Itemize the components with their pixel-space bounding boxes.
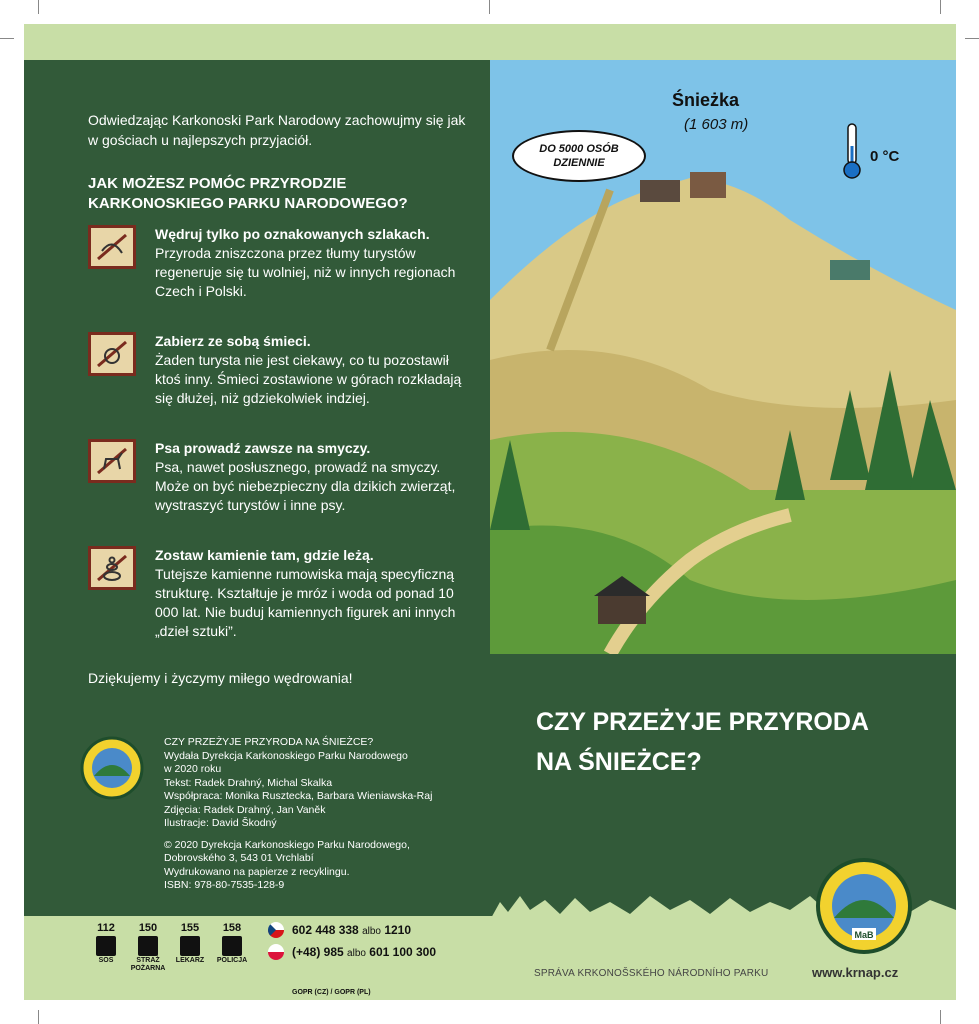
tip-title: Wędruj tylko po oznakowanych szlakach. xyxy=(155,226,430,242)
tip-title: Psa prowadź zawsze na smyczy. xyxy=(155,440,371,456)
crop-mark xyxy=(965,38,979,39)
main-title xyxy=(536,702,869,782)
copyright-line: ISBN: 978-80-7535-128-9 xyxy=(164,879,285,891)
crop-mark xyxy=(940,1010,941,1024)
park-logo-small xyxy=(80,736,144,800)
sos-person-icon xyxy=(96,936,116,956)
credit-line: Wydała Dyrekcja Karkonoskiego Parku Narodowego xyxy=(164,749,408,762)
phone-pl-number: (+48) 985 xyxy=(292,945,344,959)
emergency-label: STRAŻ POŻARNA xyxy=(130,957,166,972)
polish-flag-icon xyxy=(268,944,284,960)
credits-block xyxy=(164,736,464,893)
fire-icon xyxy=(138,936,158,956)
copyright-line: Dobrovského 3, 543 01 Vrchlabí xyxy=(164,852,314,864)
medical-cross-icon xyxy=(180,936,200,956)
emergency-medical xyxy=(168,922,212,965)
credit-line: Ilustracje: David Škodný xyxy=(164,817,277,829)
czech-flag-icon xyxy=(268,922,284,938)
emergency-number: 112 xyxy=(97,922,115,934)
phone-pl-alt: 601 100 300 xyxy=(369,945,437,959)
crop-mark xyxy=(940,0,941,14)
emergency-number: 158 xyxy=(222,922,242,934)
emergency-police xyxy=(210,922,254,965)
police-badge-icon xyxy=(222,936,242,956)
speech-bubble: DO 5000 OSÓB DZIENNIE xyxy=(512,130,646,182)
peak-height: (1 603 m) xyxy=(684,116,749,133)
credit-line: Tekst: Radek Drahný, Michal Skalka xyxy=(164,776,333,789)
website-link[interactable]: www.krnap.cz xyxy=(812,965,899,980)
emergency-number: 150 xyxy=(138,922,158,934)
help-heading: JAK MOŻESZ POMÓC PRZYRODZIE KARKONOSKIEGO PARKU NARODOWEGO? xyxy=(88,175,408,212)
tip-body: Przyroda zniszczona przez tłumy turystów regeneruje się tu wolniej, niż w innych regionach Czech i Polski. xyxy=(155,245,456,299)
phone-cz-number: 602 448 338 xyxy=(292,923,359,937)
no-offtrail-icon xyxy=(88,225,136,269)
credit-line: CZY PRZEŻYJE PRZYRODA NA ŚNIEŻCE? xyxy=(164,736,374,748)
tip-body: Tutejsze kamienne rumowiska mają specyficzną strukturę. Kształtuje je mróz i woda od ponad 10 000 lat. Nie buduj kamiennych figurek ani innych „dzieł sztuki”. xyxy=(155,566,456,639)
brochure-page xyxy=(24,24,956,1000)
crop-mark xyxy=(0,38,14,39)
phone-cz xyxy=(292,923,411,937)
emergency-fire xyxy=(126,922,170,973)
thermometer-icon xyxy=(842,122,862,182)
albo-text: albo xyxy=(362,926,381,937)
agency-name: SPRÁVA KRKONOŠSKÉHO NÁRODNÍHO PARKU xyxy=(534,968,769,979)
no-stone-stacking-icon xyxy=(88,546,136,590)
park-logo-large xyxy=(816,858,912,954)
emergency-number: 155 xyxy=(180,922,200,934)
main-title-line1: CZY PRZEŻYJE PRZYRODA xyxy=(536,708,869,736)
emergency-label: LEKARZ xyxy=(175,957,205,964)
no-litter-icon xyxy=(88,332,136,376)
credit-line: w 2020 roku xyxy=(164,763,222,775)
temperature-label: 0 °C xyxy=(870,148,900,165)
emergency-label: SOS xyxy=(98,957,114,964)
peak-name: Śnieżka xyxy=(672,90,740,110)
emergency-label: POLICJA xyxy=(216,957,248,964)
albo-text: albo xyxy=(347,948,366,959)
tip-body: Żaden turysta nie jest ciekawy, co tu pozostawił ktoś inny. Śmieci zostawione w górach rozkładają się dłużej, niż gdziekolwiek indziej. xyxy=(155,352,462,406)
crop-mark xyxy=(38,1010,39,1024)
phone-cz-alt: 1210 xyxy=(384,923,412,937)
phone-pl xyxy=(292,945,436,959)
thanks-text: Dziękujemy i życzymy miłego wędrowania! xyxy=(88,670,353,686)
crop-mark xyxy=(489,0,490,14)
copyright-line: Wydrukowano na papierze z recyklingu. xyxy=(164,865,350,878)
logo-mab-text: MaB xyxy=(854,930,874,940)
tip-body: Psa, nawet posłusznego, prowadź na smyczy. Może on być niebezpieczny dla dzikich zwierząt, wystraszyć turystów i inne psy. xyxy=(155,459,456,513)
credit-line: Zdjęcia: Radek Drahný, Jan Vaněk xyxy=(164,803,326,816)
copyright-line: © 2020 Dyrekcja Karkonoskiego Parku Narodowego, xyxy=(164,838,410,851)
emergency-sos xyxy=(84,922,128,965)
main-title-line2: NA ŚNIEŻCE? xyxy=(536,748,702,776)
tip-title: Zabierz ze sobą śmieci. xyxy=(155,333,311,349)
crop-mark xyxy=(38,0,39,14)
gopr-label: GOPR (CZ) / GOPR (PL) xyxy=(292,989,371,996)
dog-leash-icon xyxy=(88,439,136,483)
top-band xyxy=(24,24,956,60)
credit-line: Współpraca: Monika Rusztecka, Barbara Wieniawska-Raj xyxy=(164,790,433,802)
intro-text: Odwiedzając Karkonoski Park Narodowy zachowujmy się jak w gościach u najlepszych przyjaciół. xyxy=(88,112,466,148)
tip-title: Zostaw kamienie tam, gdzie leżą. xyxy=(155,547,374,563)
